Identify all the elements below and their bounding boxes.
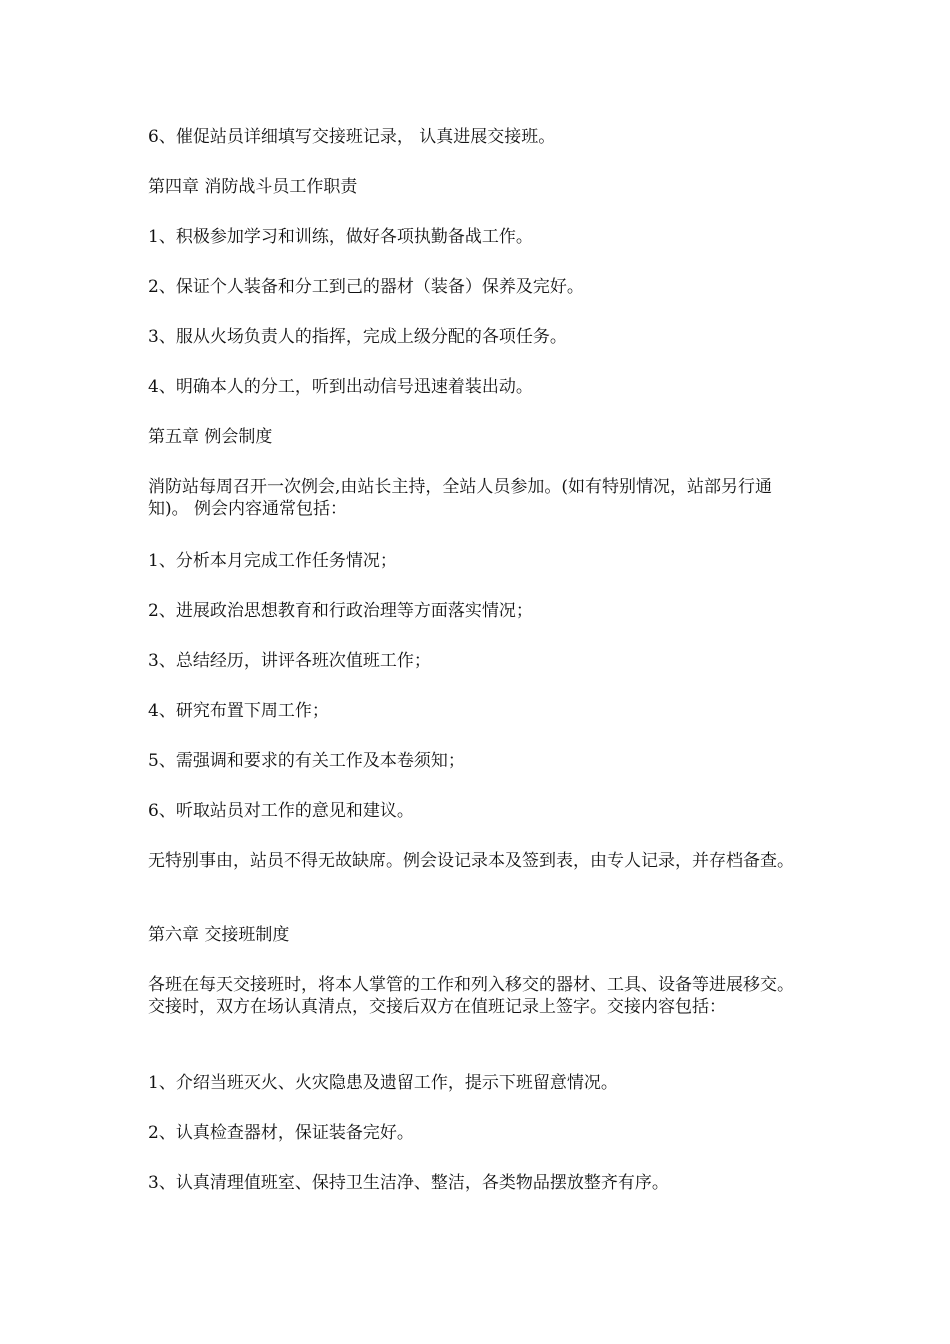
paragraph-handover-1: 1、介绍当班灭火、火灾隐患及遗留工作，提示下班留意情况。 (148, 1073, 618, 1093)
chapter-4-heading: 第四章 消防战斗员工作职责 (148, 177, 358, 197)
paragraph-meeting-intro: 消防站每周召开一次例会,由站长主持，全站人员参加。(如有特别情况，站部另行通知)。 例会内容通常包括： (148, 477, 773, 519)
paragraph-meeting-3: 3、总结经历，讲评各班次值班工作； (148, 651, 431, 671)
paragraph-handover-2: 2、认真检查器材，保证装备完好。 (148, 1123, 414, 1143)
paragraph-meeting-4: 4、研究布置下周工作； (148, 701, 329, 721)
paragraph-duty-1: 1、积极参加学习和训练，做好各项执勤备战工作。 (148, 227, 533, 247)
paragraph-meeting-5: 5、需强调和要求的有关工作及本卷须知； (148, 751, 465, 771)
paragraph-attendance-rule: 无特别事由，站员不得无故缺席。例会设记录本及签到表，由专人记录，并存档备查。 (148, 851, 794, 871)
paragraph-duty-4: 4、明确本人的分工，听到出动信号迅速着装出动。 (148, 377, 533, 397)
paragraph-handover-3: 3、认真清理值班室、保持卫生洁净、整洁，各类物品摆放整齐有序。 (148, 1173, 669, 1193)
paragraph-duty-3: 3、服从火场负责人的指挥，完成上级分配的各项任务。 (148, 327, 567, 347)
paragraph-item-6-rule: 6、催促站员详细填写交接班记录， 认真进展交接班。 (148, 127, 556, 147)
chapter-6-heading: 第六章 交接班制度 (148, 925, 290, 945)
chapter-5-heading: 第五章 例会制度 (148, 427, 273, 447)
paragraph-meeting-6: 6、听取站员对工作的意见和建议。 (148, 801, 414, 821)
paragraph-meeting-1: 1、分析本月完成工作任务情况； (148, 551, 397, 571)
paragraph-duty-2: 2、保证个人装备和分工到己的器材（装备）保养及完好。 (148, 277, 584, 297)
paragraph-meeting-2: 2、进展政治思想教育和行政治理等方面落实情况； (148, 601, 533, 621)
paragraph-handover-intro: 各班在每天交接班时，将本人掌管的工作和列入移交的器材、工具、设备等进展移交。交接时，双方在场认真清点，交接后双方在值班记录上签字。交接内容包括： (148, 975, 794, 1017)
